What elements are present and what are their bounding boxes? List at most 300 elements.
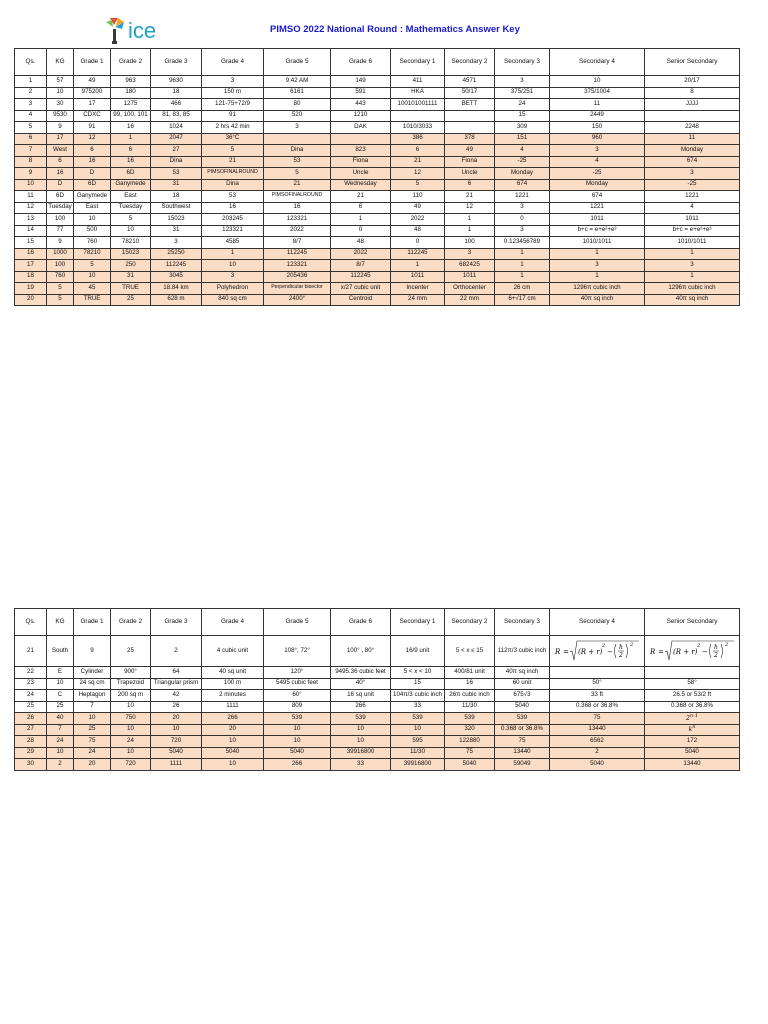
cell-secondary-1: 1 [391, 260, 445, 272]
answer-row-q14 [15, 225, 740, 237]
cell-grade-3: 466 [151, 99, 202, 111]
cell-grade-5: 5 [264, 168, 331, 180]
cell-grade-4: 36°C [202, 133, 264, 145]
cell-secondary-2: 539 [445, 713, 495, 725]
cell-grade-3: 3 [151, 237, 202, 249]
cell-secondary-3: 3 [495, 202, 550, 214]
cell-secondary-3: 0.123456789 [495, 237, 550, 249]
cell-qs: 29 [15, 747, 47, 759]
cell-secondary-2: Uncle [445, 168, 495, 180]
cell-grade-1: 6D [74, 179, 111, 191]
cell-secondary-1: 539 [391, 713, 445, 725]
cell-secondary-4: 2449 [550, 110, 645, 122]
answer-row-q25 [15, 701, 740, 713]
cell-secondary-2: 100 [445, 237, 495, 249]
answer-row-q27 [15, 724, 740, 736]
cell-secondary-2: 75 [445, 747, 495, 759]
cell-secondary-4: 0.368 or 36.8% [550, 701, 645, 713]
column-header-secondary-4: Secondary 4 [550, 609, 645, 636]
column-header-senior-secondary: Senior Secondary [645, 609, 740, 636]
cell-secondary-2: 122880 [445, 736, 495, 748]
cell-grade-4: 150 m [202, 87, 264, 99]
cell-senior-secondary: 3 [645, 260, 740, 272]
cell-secondary-2: 5040 [445, 759, 495, 771]
cell-senior-secondary: 13440 [645, 759, 740, 771]
cell-grade-6: 1 [331, 214, 391, 226]
cell-senior-secondary: 1 [645, 271, 740, 283]
cell-secondary-1: Incenter [391, 283, 445, 295]
cell-qs: 7 [15, 145, 47, 157]
cell-secondary-3: 59049 [495, 759, 550, 771]
cell-secondary-4: 11 [550, 99, 645, 111]
cell-secondary-1: 5 [391, 179, 445, 191]
cell-senior-secondary: 674 [645, 156, 740, 168]
answer-row-q28 [15, 736, 740, 748]
cell-grade-2: 10 [111, 225, 151, 237]
cell-senior-secondary: 20/17 [645, 76, 740, 88]
cell-grade-3: 18 [151, 191, 202, 203]
cell-grade-4: PIMSOFINALROUND [202, 168, 264, 180]
cell-secondary-3: 0.368 or 36.8% [495, 724, 550, 736]
formula-frac-den: 2 [619, 652, 623, 659]
cell-kg: 100 [47, 260, 74, 272]
cell-grade-4: 121-75+72/9 [202, 99, 264, 111]
cell-grade-1: 24 sq cm [74, 678, 111, 690]
cell-grade-3: 112245 [151, 260, 202, 272]
cell-grade-6: 591 [331, 87, 391, 99]
cell-grade-4: 10 [202, 260, 264, 272]
cell-grade-2: 750 [111, 713, 151, 725]
cell-grade-3: 15023 [151, 214, 202, 226]
cell-kg: 16 [47, 168, 74, 180]
cell-grade-4: 40 sq unit [202, 667, 264, 679]
cell-secondary-2: Orthocenter [445, 283, 495, 295]
cell-grade-6: 10 [331, 736, 391, 748]
cell-grade-2: TRUE [111, 283, 151, 295]
column-header-secondary-4: Secondary 4 [550, 49, 645, 76]
cell-grade-2: 900° [111, 667, 151, 679]
cell-grade-1: 975200 [74, 87, 111, 99]
answer-row-q4 [15, 110, 740, 122]
cell-grade-3: 53 [151, 168, 202, 180]
answer-row-q15 [15, 237, 740, 249]
column-header-grade-5: Grade 5 [264, 49, 331, 76]
answer-row-q23 [15, 678, 740, 690]
cell-secondary-3: 309 [495, 122, 550, 134]
cell-kg: 9 [47, 237, 74, 249]
cell-qs: 13 [15, 214, 47, 226]
cell-secondary-2: 50/17 [445, 87, 495, 99]
cell-secondary-2: 49 [445, 145, 495, 157]
cell-secondary-3: 1 [495, 271, 550, 283]
cell-secondary-4: 40π sq inch [550, 294, 645, 306]
cell-qs: 5 [15, 122, 47, 134]
cell-grade-6: 539 [331, 713, 391, 725]
cell-grade-2: 99, 100, 101 [111, 110, 151, 122]
cell-grade-5: 5040 [264, 747, 331, 759]
cell-grade-5: 53 [264, 156, 331, 168]
cell-grade-1: CDXC [74, 110, 111, 122]
cell-secondary-3: 26 cm [495, 283, 550, 295]
answer-row-q22 [15, 667, 740, 679]
cell-grade-4: Polyhedron [202, 283, 264, 295]
right-paren [626, 644, 628, 658]
column-header-grade-3: Grade 3 [151, 49, 202, 76]
cell-secondary-2: 320 [445, 724, 495, 736]
cell-grade-1: 24 [74, 747, 111, 759]
cell-grade-6: 0 [331, 225, 391, 237]
cell-grade-1: 17 [74, 99, 111, 111]
cell-grade-5: 520 [264, 110, 331, 122]
cell-secondary-1: 110 [391, 191, 445, 203]
cell-grade-2: Tuesday [111, 202, 151, 214]
cell-secondary-4: 10 [550, 76, 645, 88]
cell-grade-1: 5 [74, 260, 111, 272]
cell-kg: 10 [47, 678, 74, 690]
cell-kg: 17 [47, 133, 74, 145]
cell-grade-2: 25 [111, 294, 151, 306]
left-paren [615, 644, 617, 658]
column-header-qs: Qs. [15, 49, 47, 76]
cell-grade-5: 5495 cubic feet [264, 678, 331, 690]
cell-grade-1: 12 [74, 133, 111, 145]
cell-secondary-1: 10 [391, 724, 445, 736]
cell-secondary-2: 6 [445, 179, 495, 191]
cell-senior-secondary: b+c = e+e²+e³ [645, 225, 740, 237]
column-header-grade-2: Grade 2 [111, 49, 151, 76]
formula-frac-num: h [619, 644, 623, 651]
cell-kg: 100 [47, 214, 74, 226]
cell-qs: 30 [15, 759, 47, 771]
cell-secondary-1: 16/9 unit [391, 636, 445, 667]
cell-grade-6: Uncle [331, 168, 391, 180]
cell-grade-5: 21 [264, 179, 331, 191]
cell-secondary-3: 151 [495, 133, 550, 145]
column-header-kg: KG [47, 49, 74, 76]
formula-square: 2 [602, 643, 606, 649]
cell-qs: 18 [15, 271, 47, 283]
formula-lhs: R [555, 648, 561, 656]
cell-grade-1: 20 [74, 759, 111, 771]
cell-grade-3: 64 [151, 667, 202, 679]
cell-kg: 40 [47, 713, 74, 725]
cell-senior-secondary [645, 110, 740, 122]
cell-qs: 3 [15, 99, 47, 111]
cell-secondary-2: 378 [445, 133, 495, 145]
cell-senior-secondary: JJJJ [645, 99, 740, 111]
cell-kg: D [47, 179, 74, 191]
cell-grade-5: 3 [264, 122, 331, 134]
formula-square: 2 [697, 643, 701, 649]
cell-qs: 14 [15, 225, 47, 237]
cell-senior-secondary: 3 [645, 168, 740, 180]
formula-frac-num: h [714, 644, 718, 651]
cell-grade-1: 10 [74, 214, 111, 226]
cell-qs: 1 [15, 76, 47, 88]
cell-secondary-1: 11/30 [391, 747, 445, 759]
cell-kg: South [47, 636, 74, 667]
cell-grade-6: 33 [331, 759, 391, 771]
cell-grade-6: x/27 cubic unit [331, 283, 391, 295]
cell-secondary-2: 1 [445, 225, 495, 237]
cell-secondary-4: 50° [550, 678, 645, 690]
cell-secondary-2: 5 < x ≤ 15 [445, 636, 495, 667]
cell-grade-3: 3045 [151, 271, 202, 283]
cell-senior-secondary: 2248 [645, 122, 740, 134]
cell-secondary-3: 1 [495, 248, 550, 260]
cell-secondary-1: 39916800 [391, 759, 445, 771]
cell-senior-secondary: 1221 [645, 191, 740, 203]
cell-secondary-3: 1221 [495, 191, 550, 203]
column-header-grade-3: Grade 3 [151, 609, 202, 636]
cell-grade-4: 1111 [202, 701, 264, 713]
answer-key-table-2 [14, 608, 740, 771]
cell-grade-4: 203245 [202, 214, 264, 226]
cell-grade-6: 112245 [331, 271, 391, 283]
answer-row-q30 [15, 759, 740, 771]
cell-grade-2: 720 [111, 759, 151, 771]
cell-grade-4: 2 minutes [202, 690, 264, 702]
cell-secondary-1: 112245 [391, 248, 445, 260]
answer-row-q7 [15, 145, 740, 157]
cell-grade-5: 108°, 72° [264, 636, 331, 667]
formula-radicand: (R + r) [673, 648, 698, 656]
cell-secondary-4: 1011 [550, 214, 645, 226]
radius-formula [553, 638, 641, 664]
cell-senior-secondary: 40π sq inch [645, 294, 740, 306]
cell-grade-2: 6 [111, 145, 151, 157]
cell-secondary-1: 12 [391, 168, 445, 180]
cell-secondary-3: 6+√17 cm [495, 294, 550, 306]
cell-secondary-2: 11/30 [445, 701, 495, 713]
cell-grade-4: 5 [202, 145, 264, 157]
cell-grade-2: 16 [111, 122, 151, 134]
cell-grade-3: 9630 [151, 76, 202, 88]
cell-senior-secondary: 58° [645, 678, 740, 690]
cell-secondary-2: 682425 [445, 260, 495, 272]
cell-grade-4: 100 m [202, 678, 264, 690]
cell-grade-3: 18.84 km [151, 283, 202, 295]
cell-kg: E [47, 667, 74, 679]
cell-grade-5: 2400° [264, 294, 331, 306]
cell-secondary-4: 75 [550, 713, 645, 725]
cell-grade-5: 8/7 [264, 237, 331, 249]
column-header-kg: KG [47, 609, 74, 636]
cell-secondary-3: 0 [495, 214, 550, 226]
cell-secondary-4 [550, 667, 645, 679]
cell-grade-4: 840 sq cm [202, 294, 264, 306]
cell-grade-4: 53 [202, 191, 264, 203]
cell-kg: 30 [47, 99, 74, 111]
cell-grade-2: 1 [111, 133, 151, 145]
cell-senior-secondary: 1011 [645, 214, 740, 226]
answer-row-q26 [15, 713, 740, 725]
cell-secondary-1 [391, 110, 445, 122]
cell-senior-secondary [645, 636, 740, 667]
formula-eq: = [563, 648, 569, 656]
radius-formula [648, 638, 736, 664]
cell-secondary-2: 3 [445, 248, 495, 260]
cell-grade-4: 16 [202, 202, 264, 214]
cell-qs: 23 [15, 678, 47, 690]
cell-grade-5 [264, 133, 331, 145]
cell-grade-3: 1111 [151, 759, 202, 771]
left-paren [710, 644, 712, 658]
cell-senior-secondary: 1296π cubic inch [645, 283, 740, 295]
cell-senior-secondary: 1 [645, 248, 740, 260]
cell-grade-5: 123321 [264, 260, 331, 272]
cell-secondary-1: 595 [391, 736, 445, 748]
cell-grade-6: 10 [331, 724, 391, 736]
cell-grade-3: 27 [151, 145, 202, 157]
cell-grade-1: Heptagon [74, 690, 111, 702]
cell-senior-secondary: 8 [645, 87, 740, 99]
answer-row-q10 [15, 179, 740, 191]
cell-kg: West [47, 145, 74, 157]
cell-grade-4: 3 [202, 271, 264, 283]
answer-key-table-1 [14, 48, 740, 306]
answer-row-q6 [15, 133, 740, 145]
cell-secondary-3: 15 [495, 110, 550, 122]
cell-grade-6: Wednesday [331, 179, 391, 191]
cell-secondary-1: 48 [391, 225, 445, 237]
cell-grade-6: 6 [331, 202, 391, 214]
cell-qs: 2 [15, 87, 47, 99]
cell-grade-5: 6161 [264, 87, 331, 99]
cell-grade-2: 24 [111, 736, 151, 748]
cell-grade-5: 120° [264, 667, 331, 679]
cell-secondary-4: 3 [550, 260, 645, 272]
cell-secondary-4: 6562 [550, 736, 645, 748]
answer-row-q1 [15, 76, 740, 88]
header-row [15, 49, 740, 76]
cell-senior-secondary: 4 [645, 202, 740, 214]
column-header-grade-1: Grade 1 [74, 49, 111, 76]
answer-row-q16 [15, 248, 740, 260]
cell-qs: 24 [15, 690, 47, 702]
cell-secondary-4: -25 [550, 168, 645, 180]
cell-senior-secondary: Monday [645, 145, 740, 157]
cell-grade-4: 10 [202, 759, 264, 771]
cell-grade-5: Perpendicular bisector [264, 283, 331, 295]
cell-kg: 1000 [47, 248, 74, 260]
answer-row-q18 [15, 271, 740, 283]
answer-row-q12 [15, 202, 740, 214]
cell-grade-2: 78210 [111, 237, 151, 249]
cell-qs: 21 [15, 636, 47, 667]
formula-square: 2 [725, 642, 729, 648]
cell-kg: 9530 [47, 110, 74, 122]
cell-kg: 5 [47, 294, 74, 306]
cell-grade-1: 760 [74, 237, 111, 249]
cell-secondary-4: Monday [550, 179, 645, 191]
column-header-secondary-2: Secondary 2 [445, 609, 495, 636]
cell-secondary-3: 24 [495, 99, 550, 111]
cell-grade-2: 1275 [111, 99, 151, 111]
cell-grade-6: 2022 [331, 248, 391, 260]
column-header-secondary-2: Secondary 2 [445, 49, 495, 76]
cell-qs: 15 [15, 237, 47, 249]
cell-secondary-1: HKA [391, 87, 445, 99]
cell-grade-1: 10 [74, 713, 111, 725]
cell-secondary-1: 2022 [391, 214, 445, 226]
cell-grade-2: Ganymede [111, 179, 151, 191]
answer-row-q17 [15, 260, 740, 272]
cell-grade-4: 3 [202, 76, 264, 88]
cell-secondary-2: 4571 [445, 76, 495, 88]
cell-grade-1: Cylinder [74, 667, 111, 679]
answer-row-q11 [15, 191, 740, 203]
cell-kg: C [47, 690, 74, 702]
cell-grade-2: 15023 [111, 248, 151, 260]
logo-text: ice [128, 18, 157, 43]
cell-senior-secondary: 5040 [645, 747, 740, 759]
cell-secondary-1: 100101001111 [391, 99, 445, 111]
answer-row-q24 [15, 690, 740, 702]
cell-grade-5: 539 [264, 713, 331, 725]
cell-grade-3: 1024 [151, 122, 202, 134]
cell-kg: 25 [47, 701, 74, 713]
cell-grade-3: 31 [151, 225, 202, 237]
cell-kg: 7 [47, 724, 74, 736]
cell-grade-3: Triangular prism [151, 678, 202, 690]
cell-secondary-1: 49 [391, 202, 445, 214]
formula-square: 2 [630, 642, 634, 648]
cell-secondary-4: 674 [550, 191, 645, 203]
cell-grade-1: 9 [74, 636, 111, 667]
column-header-grade-5: Grade 5 [264, 609, 331, 636]
cell-grade-5: 123321 [264, 214, 331, 226]
cell-secondary-3: 112π/3 cubic inch [495, 636, 550, 667]
cell-grade-1: 7 [74, 701, 111, 713]
answer-row-q5 [15, 122, 740, 134]
cell-grade-4: 20 [202, 724, 264, 736]
cell-secondary-3: 3 [495, 225, 550, 237]
cell-qs: 26 [15, 713, 47, 725]
cell-secondary-4: 375/1004 [550, 87, 645, 99]
cell-grade-6: DAK [331, 122, 391, 134]
cell-grade-4: 91 [202, 110, 264, 122]
cell-grade-3: 26 [151, 701, 202, 713]
cell-kg: 9 [47, 122, 74, 134]
cell-secondary-3: 539 [495, 713, 550, 725]
cell-senior-secondary: 0.368 or 36.8% [645, 701, 740, 713]
cell-secondary-3: 75 [495, 736, 550, 748]
cell-grade-6: 443 [331, 99, 391, 111]
cell-grade-3: 10 [151, 724, 202, 736]
cell-kg: 77 [47, 225, 74, 237]
cell-grade-5: 10 [264, 736, 331, 748]
cell-secondary-3: 4 [495, 145, 550, 157]
cell-grade-6: 1210 [331, 110, 391, 122]
cell-grade-6: 48 [331, 237, 391, 249]
cell-qs: 11 [15, 191, 47, 203]
cell-grade-2: 963 [111, 76, 151, 88]
cell-grade-2: 6D [111, 168, 151, 180]
answer-row-q3 [15, 99, 740, 111]
cell-grade-3: Southwest [151, 202, 202, 214]
cell-grade-4: 5040 [202, 747, 264, 759]
cell-secondary-1: 104π/3 cubic inch [391, 690, 445, 702]
cell-grade-3: 81, 83, 85 [151, 110, 202, 122]
cell-grade-2: 10 [111, 747, 151, 759]
cell-grade-4: 21 [202, 156, 264, 168]
cell-grade-5: 60° [264, 690, 331, 702]
cell-qs: 10 [15, 179, 47, 191]
cell-grade-1: Ganymede [74, 191, 111, 203]
cell-grade-1: 25 [74, 724, 111, 736]
cell-grade-3: 20 [151, 713, 202, 725]
